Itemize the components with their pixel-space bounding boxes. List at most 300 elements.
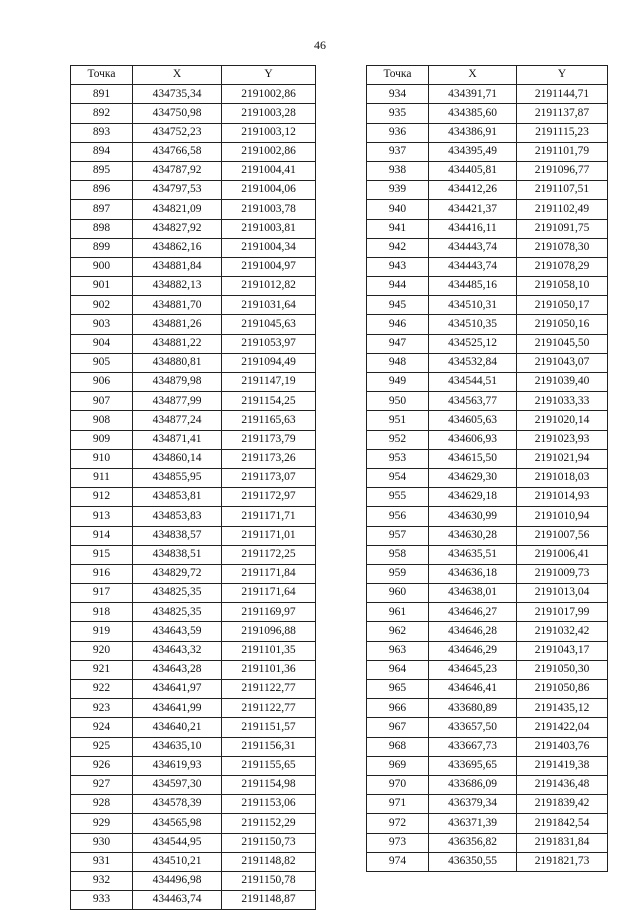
cell-y: 2191017,99 [517,603,608,622]
cell-point: 964 [367,660,429,679]
table-row [71,775,316,794]
cell-y: 2191050,30 [517,660,608,679]
cell-point: 903 [71,315,133,334]
cell-y: 2191154,25 [222,392,316,411]
cell-y: 2191403,76 [517,737,608,756]
coordinates-table-right [366,65,608,872]
cell-y: 2191050,17 [517,296,608,315]
table-row [71,699,316,718]
table-row [71,392,316,411]
cell-y: 2191153,06 [222,795,316,814]
cell-x: 434385,60 [429,104,517,123]
table-row [367,545,608,564]
table-row [367,660,608,679]
table-row [367,737,608,756]
cell-point: 904 [71,334,133,353]
cell-y: 2191435,12 [517,699,608,718]
cell-y: 2191842,54 [517,814,608,833]
cell-point: 896 [71,181,133,200]
table-row [367,238,608,257]
cell-x: 433680,89 [429,699,517,718]
table-row [71,756,316,775]
cell-x: 434619,93 [133,756,222,775]
cell-y: 2191148,82 [222,852,316,871]
table-row [71,871,316,890]
cell-y: 2191101,35 [222,641,316,660]
cell-point: 934 [367,85,429,104]
cell-y: 2191033,33 [517,392,608,411]
cell-x: 434597,30 [133,775,222,794]
cell-x: 434862,16 [133,238,222,257]
table-row [367,219,608,238]
cell-y: 2191152,29 [222,814,316,833]
cell-x: 434638,01 [429,584,517,603]
table-row [367,200,608,219]
table-row [71,468,316,487]
cell-x: 434510,31 [429,296,517,315]
cell-x: 434636,18 [429,564,517,583]
cell-point: 947 [367,334,429,353]
table-row [367,564,608,583]
cell-x: 434860,14 [133,449,222,468]
table-row [367,353,608,372]
cell-point: 902 [71,296,133,315]
cell-x: 434750,98 [133,104,222,123]
cell-point: 957 [367,526,429,545]
cell-x: 434510,21 [133,852,222,871]
cell-point: 921 [71,660,133,679]
cell-y: 2191173,79 [222,430,316,449]
cell-y: 2191172,25 [222,545,316,564]
table-row [71,891,316,910]
cell-x: 434766,58 [133,142,222,161]
cell-point: 899 [71,238,133,257]
cell-x: 434629,18 [429,488,517,507]
table-row [367,315,608,334]
cell-point: 960 [367,584,429,603]
table-row [367,584,608,603]
cell-x: 436350,55 [429,852,517,871]
table-row [367,334,608,353]
cell-x: 434879,98 [133,373,222,392]
cell-y: 2191101,79 [517,142,608,161]
cell-x: 434630,28 [429,526,517,545]
cell-point: 966 [367,699,429,718]
cell-point: 956 [367,507,429,526]
table-row [71,123,316,142]
cell-y: 2191436,48 [517,775,608,794]
cell-point: 917 [71,584,133,603]
cell-x: 434565,98 [133,814,222,833]
cell-x: 434635,51 [429,545,517,564]
table-row [367,296,608,315]
cell-point: 906 [71,373,133,392]
table-row [71,181,316,200]
cell-x: 434880,81 [133,353,222,372]
cell-x: 434443,74 [429,238,517,257]
cell-x: 434882,13 [133,277,222,296]
cell-y: 2191032,42 [517,622,608,641]
cell-point: 946 [367,315,429,334]
cell-point: 922 [71,680,133,699]
cell-x: 434630,99 [429,507,517,526]
cell-x: 434525,12 [429,334,517,353]
cell-point: 953 [367,449,429,468]
cell-y: 2191091,75 [517,219,608,238]
cell-point: 954 [367,468,429,487]
table-row [71,430,316,449]
cell-point: 901 [71,277,133,296]
cell-point: 943 [367,257,429,276]
cell-y: 2191115,23 [517,123,608,142]
cell-y: 2191422,04 [517,718,608,737]
table-row [367,411,608,430]
cell-point: 926 [71,756,133,775]
cell-point: 950 [367,392,429,411]
table-row [71,104,316,123]
cell-point: 911 [71,468,133,487]
header-point: Точка [367,66,429,85]
cell-x: 434853,83 [133,507,222,526]
cell-y: 2191078,29 [517,257,608,276]
cell-point: 962 [367,622,429,641]
table-row [71,373,316,392]
table-row [367,622,608,641]
cell-x: 434463,74 [133,891,222,910]
table-row [71,718,316,737]
cell-point: 965 [367,680,429,699]
header-y: Y [517,66,608,85]
cell-x: 434752,23 [133,123,222,142]
cell-y: 2191150,78 [222,871,316,890]
table-row [71,507,316,526]
table-row [71,353,316,372]
cell-point: 958 [367,545,429,564]
cell-x: 433695,65 [429,756,517,775]
cell-x: 434881,26 [133,315,222,334]
table-row [367,85,608,104]
cell-y: 2191018,03 [517,468,608,487]
cell-x: 434825,35 [133,603,222,622]
cell-point: 948 [367,353,429,372]
cell-point: 932 [71,871,133,890]
cell-x: 433657,50 [429,718,517,737]
cell-point: 927 [71,775,133,794]
cell-x: 434421,37 [429,200,517,219]
cell-point: 929 [71,814,133,833]
header-x: X [133,66,222,85]
cell-y: 2191003,28 [222,104,316,123]
cell-x: 434496,98 [133,871,222,890]
cell-y: 2191004,41 [222,161,316,180]
cell-point: 892 [71,104,133,123]
header-x: X [429,66,517,85]
page-number: 46 [314,38,326,52]
cell-x: 434881,70 [133,296,222,315]
cell-y: 2191031,64 [222,296,316,315]
cell-x: 434386,91 [429,123,517,142]
cell-x: 434825,35 [133,584,222,603]
cell-x: 434544,51 [429,373,517,392]
cell-x: 434640,21 [133,718,222,737]
cell-y: 2191094,49 [222,353,316,372]
table-row [367,373,608,392]
table-row [367,526,608,545]
cell-point: 915 [71,545,133,564]
cell-x: 434787,92 [133,161,222,180]
cell-point: 920 [71,641,133,660]
cell-point: 963 [367,641,429,660]
table-row [71,219,316,238]
table-row [71,833,316,852]
cell-point: 928 [71,795,133,814]
cell-y: 2191172,97 [222,488,316,507]
table-row [367,123,608,142]
cell-point: 930 [71,833,133,852]
table-row [367,142,608,161]
cell-point: 925 [71,737,133,756]
cell-y: 2191171,01 [222,526,316,545]
cell-x: 434797,53 [133,181,222,200]
cell-y: 2191050,16 [517,315,608,334]
cell-point: 912 [71,488,133,507]
cell-x: 436371,39 [429,814,517,833]
cell-y: 2191058,10 [517,277,608,296]
table-row [367,161,608,180]
table-row [71,737,316,756]
cell-point: 959 [367,564,429,583]
cell-x: 434412,26 [429,181,517,200]
cell-y: 2191171,84 [222,564,316,583]
table-row [71,488,316,507]
table-row [71,411,316,430]
cell-point: 914 [71,526,133,545]
table-row [71,584,316,603]
table-row [71,334,316,353]
cell-y: 2191144,71 [517,85,608,104]
cell-y: 2191023,93 [517,430,608,449]
cell-point: 969 [367,756,429,775]
cell-y: 2191012,82 [222,277,316,296]
cell-y: 2191419,38 [517,756,608,775]
cell-point: 949 [367,373,429,392]
cell-y: 2191148,87 [222,891,316,910]
cell-x: 434405,81 [429,161,517,180]
table-row [71,85,316,104]
cell-y: 2191101,36 [222,660,316,679]
cell-point: 939 [367,181,429,200]
table-row [367,449,608,468]
cell-point: 898 [71,219,133,238]
cell-point: 938 [367,161,429,180]
cell-x: 434877,99 [133,392,222,411]
table-row [71,641,316,660]
table-row [367,795,608,814]
cell-x: 434821,09 [133,200,222,219]
cell-y: 2191102,49 [517,200,608,219]
cell-x: 434605,63 [429,411,517,430]
cell-x: 434416,11 [429,219,517,238]
cell-y: 2191045,50 [517,334,608,353]
cell-point: 907 [71,392,133,411]
cell-x: 434629,30 [429,468,517,487]
table-row [367,718,608,737]
cell-point: 908 [71,411,133,430]
table-row [367,775,608,794]
cell-point: 967 [367,718,429,737]
cell-y: 2191165,63 [222,411,316,430]
table-row [367,392,608,411]
cell-x: 434532,84 [429,353,517,372]
cell-y: 2191050,86 [517,680,608,699]
table-row [367,277,608,296]
cell-x: 434643,59 [133,622,222,641]
cell-x: 436379,34 [429,795,517,814]
cell-x: 434578,39 [133,795,222,814]
cell-point: 900 [71,257,133,276]
table-header-row [367,66,608,85]
table-row [367,699,608,718]
cell-x: 434838,57 [133,526,222,545]
cell-y: 2191078,30 [517,238,608,257]
cell-y: 2191004,97 [222,257,316,276]
cell-x: 434615,50 [429,449,517,468]
cell-y: 2191009,73 [517,564,608,583]
cell-y: 2191173,07 [222,468,316,487]
cell-y: 2191039,40 [517,373,608,392]
cell-x: 434643,32 [133,641,222,660]
cell-point: 909 [71,430,133,449]
table-row [367,833,608,852]
cell-point: 970 [367,775,429,794]
cell-y: 2191821,73 [517,852,608,871]
cell-x: 433667,73 [429,737,517,756]
cell-x: 434646,41 [429,680,517,699]
cell-y: 2191122,77 [222,699,316,718]
cell-y: 2191137,87 [517,104,608,123]
cell-x: 434881,22 [133,334,222,353]
cell-y: 2191107,51 [517,181,608,200]
cell-point: 937 [367,142,429,161]
cell-point: 918 [71,603,133,622]
cell-point: 971 [367,795,429,814]
header-y: Y [222,66,316,85]
cell-x: 434646,29 [429,641,517,660]
cell-y: 2191839,42 [517,795,608,814]
cell-x: 434563,77 [429,392,517,411]
cell-point: 919 [71,622,133,641]
cell-y: 2191004,34 [222,238,316,257]
table-row [71,296,316,315]
cell-point: 972 [367,814,429,833]
table-row [367,756,608,775]
cell-point: 923 [71,699,133,718]
cell-x: 434443,74 [429,257,517,276]
cell-point: 941 [367,219,429,238]
header-point: Точка [71,66,133,85]
cell-y: 2191096,88 [222,622,316,641]
cell-x: 434827,92 [133,219,222,238]
cell-x: 434645,23 [429,660,517,679]
cell-x: 434485,16 [429,277,517,296]
table-row [367,814,608,833]
cell-point: 955 [367,488,429,507]
cell-y: 2191831,84 [517,833,608,852]
cell-y: 2191006,41 [517,545,608,564]
table-row [71,277,316,296]
cell-x: 434544,95 [133,833,222,852]
table-row [367,507,608,526]
table-row [71,238,316,257]
table-row [71,449,316,468]
cell-y: 2191151,57 [222,718,316,737]
cell-x: 434646,28 [429,622,517,641]
cell-y: 2191122,77 [222,680,316,699]
cell-y: 2191171,71 [222,507,316,526]
cell-x: 434877,24 [133,411,222,430]
table-row [71,564,316,583]
cell-y: 2191002,86 [222,142,316,161]
cell-x: 434829,72 [133,564,222,583]
cell-point: 891 [71,85,133,104]
table-row [71,315,316,334]
cell-y: 2191169,97 [222,603,316,622]
table-row [71,852,316,871]
cell-x: 434606,93 [429,430,517,449]
table-row [71,814,316,833]
table-row [367,430,608,449]
cell-y: 2191002,86 [222,85,316,104]
cell-y: 2191043,07 [517,353,608,372]
table-row [71,526,316,545]
cell-y: 2191155,65 [222,756,316,775]
cell-y: 2191045,63 [222,315,316,334]
table-row [71,795,316,814]
cell-y: 2191171,64 [222,584,316,603]
cell-y: 2191003,78 [222,200,316,219]
cell-point: 905 [71,353,133,372]
cell-y: 2191010,94 [517,507,608,526]
cell-point: 910 [71,449,133,468]
cell-y: 2191021,94 [517,449,608,468]
table-row [71,200,316,219]
cell-y: 2191003,12 [222,123,316,142]
table-row [71,603,316,622]
table-row [71,142,316,161]
cell-x: 434838,51 [133,545,222,564]
cell-x: 434635,10 [133,737,222,756]
cell-y: 2191147,19 [222,373,316,392]
cell-x: 434643,28 [133,660,222,679]
cell-y: 2191014,93 [517,488,608,507]
cell-point: 973 [367,833,429,852]
table-row [71,680,316,699]
cell-y: 2191096,77 [517,161,608,180]
cell-x: 434871,41 [133,430,222,449]
cell-x: 434510,35 [429,315,517,334]
table-row [367,468,608,487]
cell-y: 2191013,04 [517,584,608,603]
table-header-row [71,66,316,85]
table-row [367,257,608,276]
table-row [367,680,608,699]
table-row [71,622,316,641]
cell-point: 936 [367,123,429,142]
cell-x: 434391,71 [429,85,517,104]
cell-x: 434646,27 [429,603,517,622]
cell-point: 894 [71,142,133,161]
cell-point: 895 [71,161,133,180]
